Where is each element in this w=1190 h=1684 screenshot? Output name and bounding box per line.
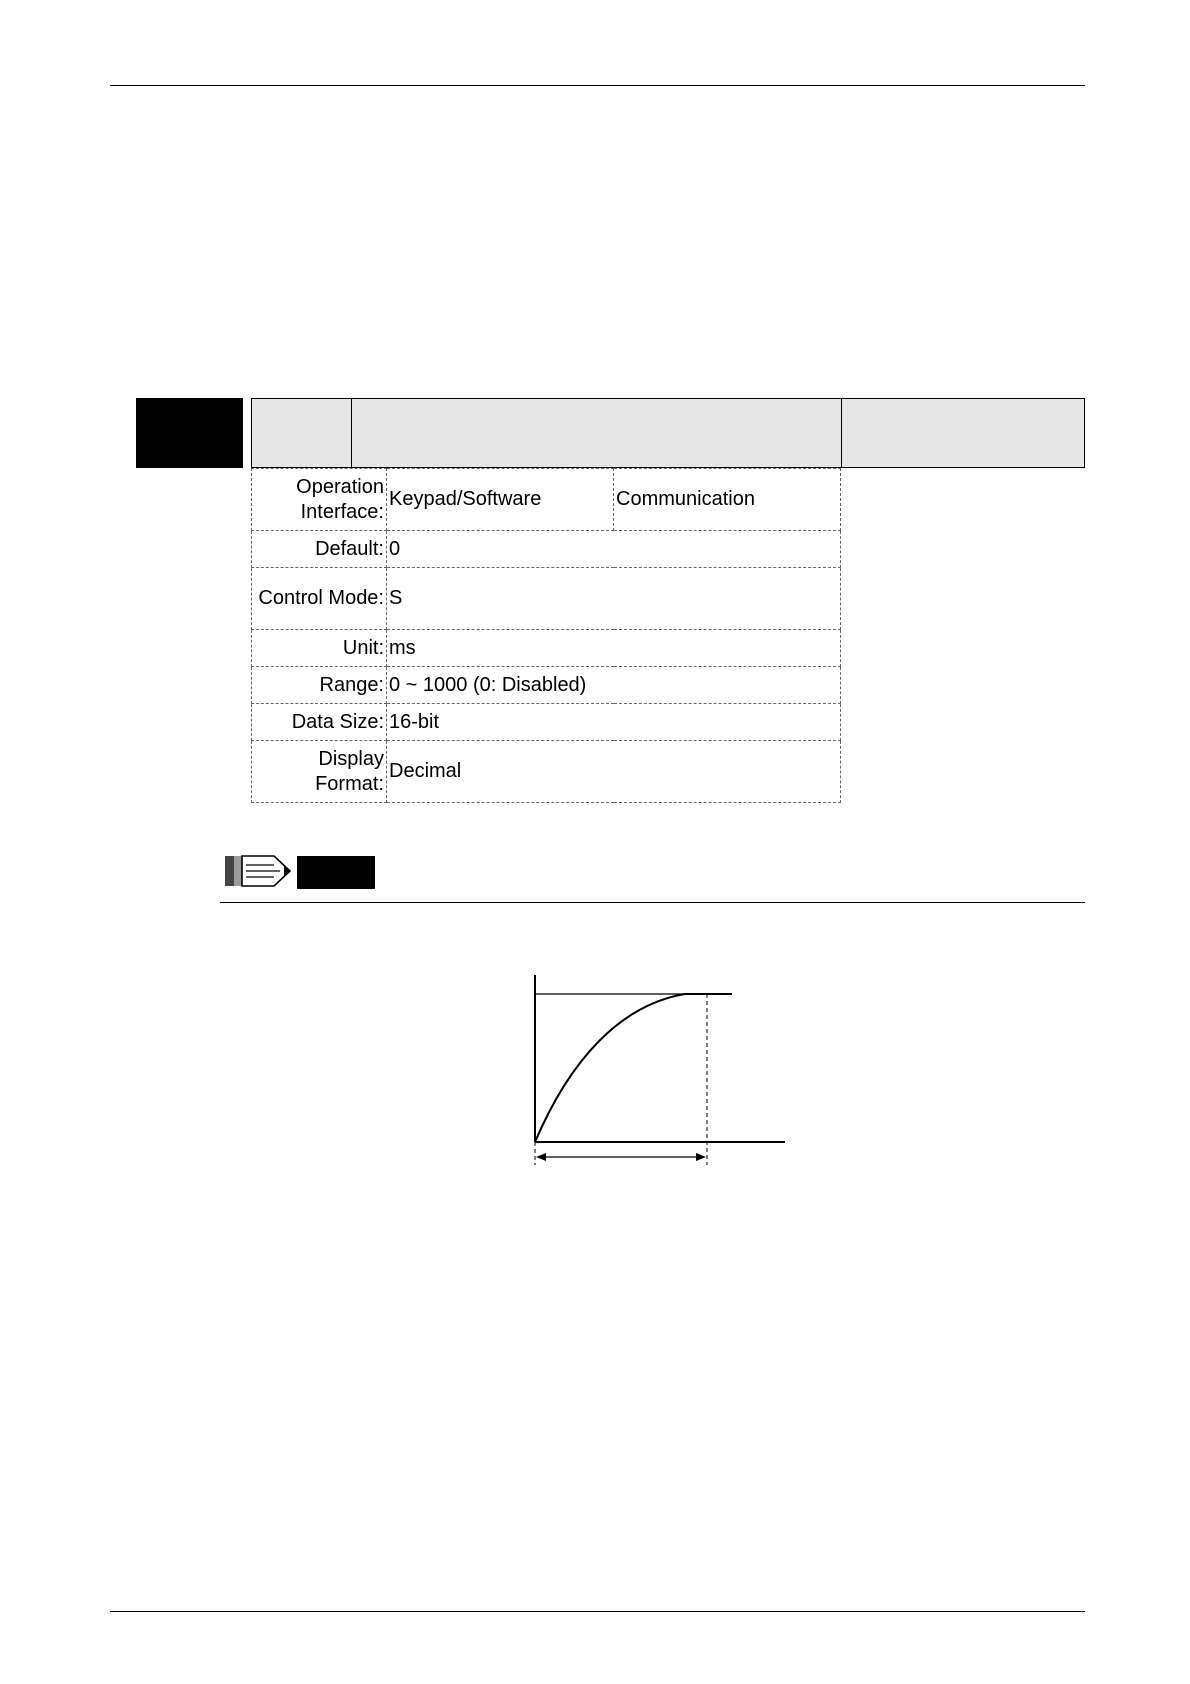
table-row (252, 704, 841, 741)
row-label: Data Size: (252, 704, 387, 741)
table-row (252, 630, 841, 667)
row-value: ms (387, 630, 841, 667)
pencil-note-icon (224, 852, 294, 890)
row-label: Range: (252, 667, 387, 704)
row-value: Communication (614, 469, 841, 531)
note-label-box (297, 856, 375, 889)
parameter-name-cell (352, 398, 842, 468)
row-label: Operation Interface: (252, 469, 387, 531)
row-label: Display Format: (252, 741, 387, 803)
parameter-code-cell (251, 398, 352, 468)
table-row (252, 568, 841, 630)
table-row (252, 531, 841, 568)
bottom-rule (110, 1611, 1085, 1612)
row-value: Decimal (387, 741, 841, 803)
row-value: 0 (387, 531, 841, 568)
speed-curve (535, 994, 732, 1142)
row-value: S (387, 568, 841, 630)
table-row (252, 667, 841, 704)
row-value: 0 ~ 1000 (0: Disabled) (387, 667, 841, 704)
parameter-address-cell (842, 398, 1085, 468)
parameter-attributes-table (251, 468, 841, 803)
row-value: Keypad/Software (387, 469, 614, 531)
arrow-head-right (696, 1153, 706, 1161)
table-row (252, 741, 841, 803)
parameter-number-block (136, 398, 243, 468)
row-value: 16-bit (387, 704, 841, 741)
arrow-head-left (536, 1153, 546, 1161)
row-label: Unit: (252, 630, 387, 667)
parameter-header (251, 398, 1085, 468)
table-row (252, 469, 841, 531)
top-rule (110, 85, 1085, 86)
row-label: Default: (252, 531, 387, 568)
acceleration-curve-figure (530, 970, 790, 1170)
row-label: Control Mode: (252, 568, 387, 630)
note-rule (220, 902, 1085, 903)
